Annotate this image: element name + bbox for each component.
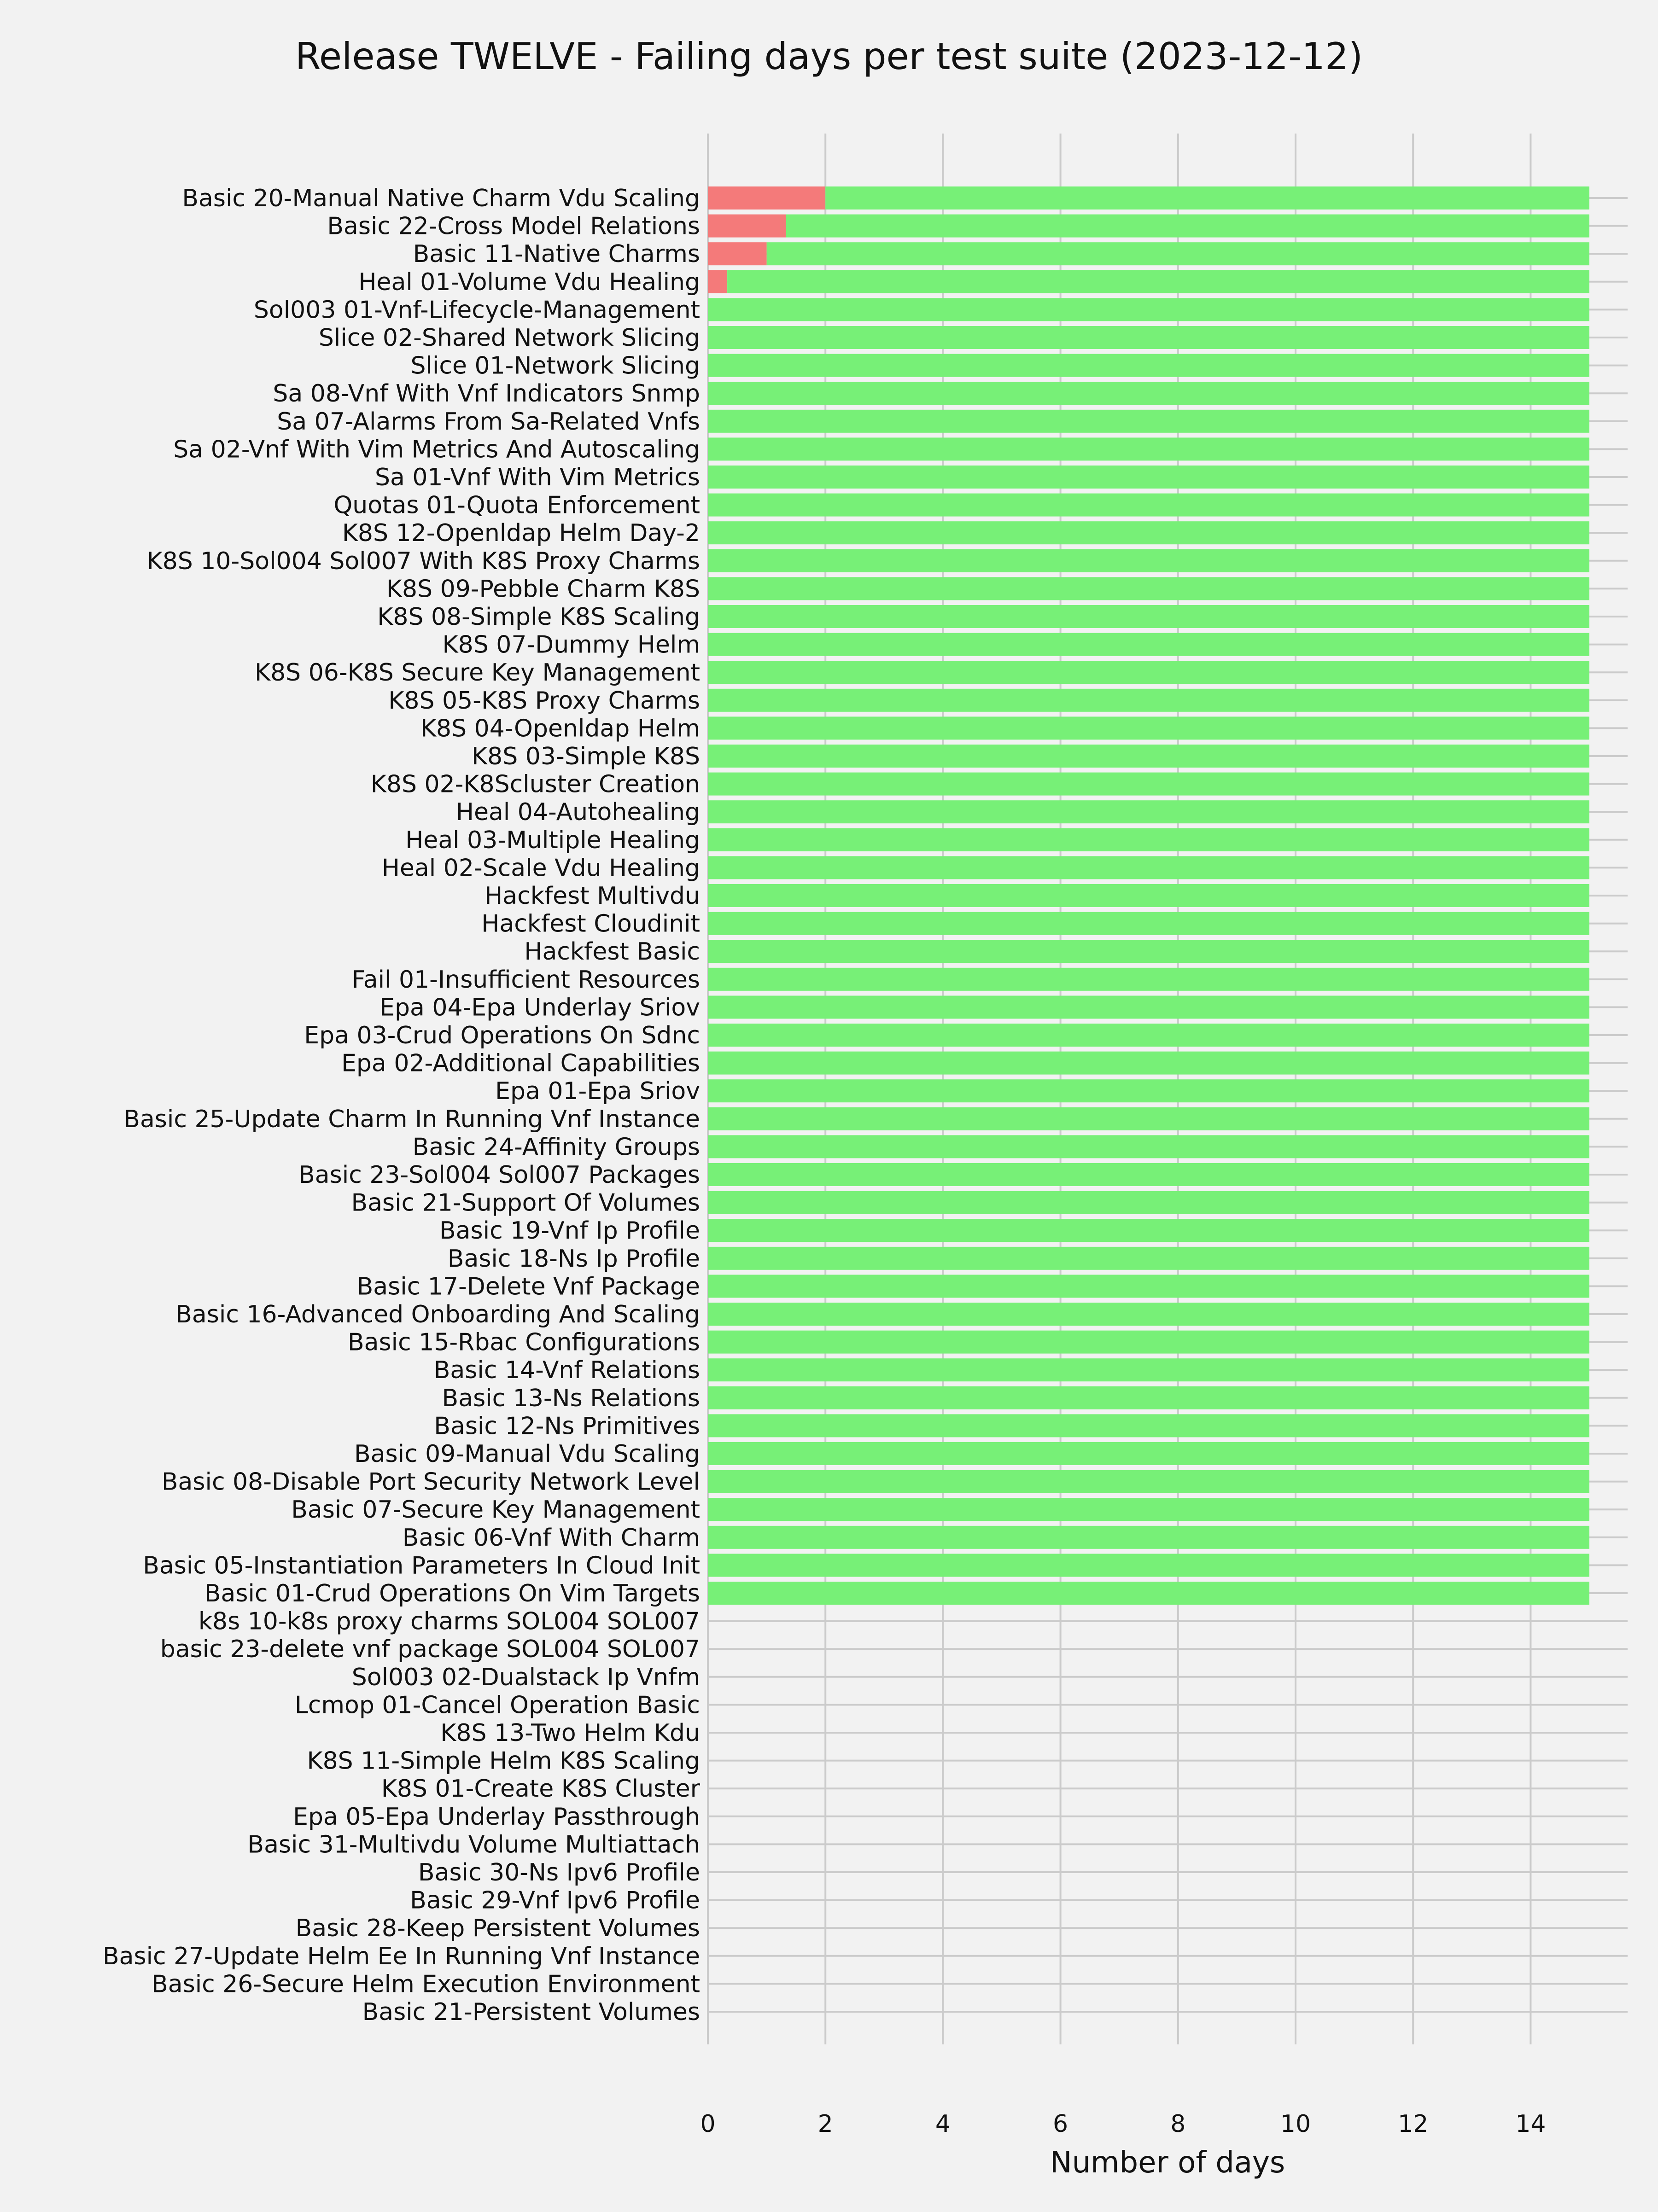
bar-pass [708, 466, 1589, 489]
bar-pass [708, 1498, 1589, 1521]
category-label: Basic 27-Update Helm Ee In Running Vnf Instance [102, 1942, 700, 1970]
category-label: Heal 01-Volume Vdu Healing [358, 268, 700, 296]
category-label: K8S 04-Openldap Helm [420, 715, 700, 743]
bar-pass [708, 1331, 1589, 1354]
bar-fail [708, 270, 727, 293]
category-label: K8S 09-Pebble Charm K8S [386, 575, 700, 603]
category-label: Sa 07-Alarms From Sa-Related Vnfs [277, 407, 700, 436]
bar-pass [708, 1052, 1589, 1075]
category-label: Basic 22-Cross Model Relations [327, 212, 700, 240]
bar-pass [708, 689, 1589, 712]
category-label: k8s 10-k8s proxy charms SOL004 SOL007 [198, 1607, 700, 1636]
category-label: Basic 19-Vnf Ip Profile [439, 1217, 700, 1245]
x-tick-label: 6 [1053, 2110, 1068, 2138]
category-label: K8S 06-K8S Secure Key Management [254, 659, 700, 687]
category-label: Epa 02-Additional Capabilities [341, 1049, 700, 1077]
bar-pass [708, 521, 1589, 544]
bar-pass [708, 800, 1589, 823]
bar-pass [708, 549, 1589, 572]
bar-pass [708, 968, 1589, 991]
category-label: K8S 13-Two Helm Kdu [440, 1719, 700, 1747]
category-label: Basic 01-Crud Operations On Vim Targets [204, 1580, 700, 1607]
category-label: Sa 08-Vnf With Vnf Indicators Snmp [273, 380, 700, 408]
category-label: Lcmop 01-Cancel Operation Basic [294, 1691, 700, 1719]
category-label: Heal 04-Autohealing [455, 798, 700, 827]
bar-pass [727, 270, 1589, 293]
category-label: Sol003 02-Dualstack Ip Vnfm [351, 1663, 700, 1691]
bar-pass [708, 1554, 1589, 1577]
bar-pass [708, 382, 1589, 405]
bars [708, 186, 1589, 1605]
category-label: Fail 01-Insufficient Resources [351, 966, 700, 994]
bar-pass [708, 1247, 1589, 1270]
category-label: Hackfest Basic [524, 938, 700, 966]
bar-pass [708, 716, 1589, 739]
bar-pass [708, 1191, 1589, 1214]
bar-pass [708, 1079, 1589, 1102]
bar-pass [708, 1386, 1589, 1409]
category-label: Basic 24-Affinity Groups [412, 1133, 700, 1161]
category-label: K8S 12-Openldap Helm Day-2 [342, 519, 700, 547]
category-label: Basic 26-Secure Helm Execution Environment [152, 1970, 700, 1998]
category-label: K8S 05-K8S Proxy Charms [388, 687, 700, 715]
x-tick-label: 10 [1280, 2110, 1311, 2138]
bar-pass [708, 1582, 1589, 1605]
bar-pass [708, 354, 1589, 377]
bar-pass [708, 326, 1589, 349]
category-label: Basic 17-Delete Vnf Package [356, 1273, 700, 1301]
bar-pass [708, 410, 1589, 433]
category-label: basic 23-delete vnf package SOL004 SOL007 [160, 1636, 700, 1664]
x-tick-label: 0 [700, 2110, 716, 2138]
category-label: Basic 28-Keep Persistent Volumes [295, 1915, 700, 1943]
category-label: Basic 18-Ns Ip Profile [447, 1245, 700, 1273]
bar-pass [708, 605, 1589, 628]
bar-pass [708, 633, 1589, 656]
category-label: Basic 06-Vnf With Charm [402, 1524, 700, 1552]
category-label: Hackfest Multivdu [485, 882, 700, 910]
category-label: Epa 03-Crud Operations On Sdnc [304, 1022, 700, 1049]
category-label: Basic 25-Update Charm In Running Vnf Instance [123, 1105, 700, 1133]
category-label: K8S 02-K8Scluster Creation [370, 770, 700, 798]
category-label: Epa 05-Epa Underlay Passthrough [293, 1803, 700, 1831]
category-label: Basic 13-Ns Relations [442, 1384, 700, 1412]
category-label: Sol003 01-Vnf-Lifecycle-Management [253, 296, 700, 324]
bar-pass [708, 773, 1589, 796]
bar-pass [708, 940, 1589, 963]
bar-pass [708, 912, 1589, 935]
bar-pass [708, 1358, 1589, 1381]
bar-pass [708, 661, 1589, 684]
bar-pass [708, 1526, 1589, 1549]
category-label: Epa 04-Epa Underlay Sriov [379, 994, 700, 1022]
category-label: Slice 01-Network Slicing [410, 352, 700, 380]
bar-pass [708, 1219, 1589, 1242]
category-label: Basic 23-Sol004 Sol007 Packages [298, 1161, 700, 1189]
category-label: Sa 01-Vnf With Vim Metrics [374, 464, 700, 491]
bar-fail [708, 186, 825, 210]
category-label: Basic 20-Manual Native Charm Vdu Scaling [182, 185, 700, 212]
category-label: Quotas 01-Quota Enforcement [333, 491, 700, 519]
bar-pass [708, 1163, 1589, 1186]
category-label: Basic 31-Multivdu Volume Multiattach [247, 1831, 700, 1859]
category-label: Basic 16-Advanced Onboarding And Scaling [175, 1301, 700, 1328]
category-label: Heal 02-Scale Vdu Healing [381, 854, 700, 882]
x-tick-labels [700, 2110, 1546, 2138]
category-label: K8S 11-Simple Helm K8S Scaling [307, 1747, 700, 1775]
bar-pass [708, 1024, 1589, 1047]
bar-pass [825, 186, 1589, 210]
bar-pass [786, 215, 1589, 238]
bar-pass [708, 577, 1589, 600]
bar-pass [708, 745, 1589, 768]
category-label: Basic 21-Persistent Volumes [362, 1998, 700, 2026]
x-tick-label: 8 [1170, 2110, 1186, 2138]
bar-pass [767, 242, 1589, 265]
bar-pass [708, 1135, 1589, 1158]
category-label: Basic 09-Manual Vdu Scaling [354, 1440, 700, 1468]
category-label: Basic 12-Ns Primitives [434, 1412, 700, 1440]
category-label: Basic 08-Disable Port Security Network Level [161, 1468, 700, 1496]
bar-fail [708, 242, 767, 265]
chart-title: Release TWELVE - Failing days per test suite (2023-12-12) [295, 35, 1363, 78]
category-label: Epa 01-Epa Sriov [495, 1077, 700, 1106]
bar-pass [708, 1414, 1589, 1437]
category-label: Basic 21-Support Of Volumes [351, 1189, 700, 1217]
category-label: K8S 08-Simple K8S Scaling [377, 603, 700, 631]
category-label: Basic 30-Ns Ipv6 Profile [418, 1859, 700, 1886]
bar-pass [708, 856, 1589, 879]
category-label: Heal 03-Multiple Healing [405, 826, 700, 854]
x-tick-label: 14 [1515, 2110, 1546, 2138]
category-label: Slice 02-Shared Network Slicing [318, 324, 700, 352]
bar-pass [708, 1303, 1589, 1326]
bar-pass [708, 298, 1589, 321]
category-label: Basic 05-Instantiation Parameters In Cloud Init [143, 1552, 700, 1580]
category-label: Basic 07-Secure Key Management [291, 1496, 700, 1524]
bar-pass [708, 1107, 1589, 1130]
category-labels [103, 185, 701, 2026]
bar-pass [708, 884, 1589, 907]
category-label: K8S 07-Dummy Helm [442, 631, 700, 659]
category-label: Basic 14-Vnf Relations [433, 1356, 700, 1385]
bar-pass [708, 828, 1589, 851]
bar-pass [708, 1442, 1589, 1465]
bar-pass [708, 437, 1589, 460]
category-label: Hackfest Cloudinit [481, 910, 700, 938]
x-tick-label: 2 [817, 2110, 833, 2138]
bar-fail [708, 215, 786, 238]
category-label: K8S 01-Create K8S Cluster [381, 1775, 700, 1803]
bar-pass [708, 1470, 1589, 1493]
x-tick-label: 12 [1398, 2110, 1429, 2138]
x-tick-label: 4 [935, 2110, 951, 2138]
bar-pass [708, 494, 1589, 517]
category-label: Sa 02-Vnf With Vim Metrics And Autoscaling [173, 436, 700, 464]
category-label: Basic 11-Native Charms [413, 240, 700, 268]
category-label: K8S 03-Simple K8S [472, 743, 700, 770]
x-axis-label: Number of days [1050, 2146, 1285, 2180]
category-label: Basic 15-Rbac Configurations [348, 1328, 700, 1356]
bar-pass [708, 995, 1589, 1019]
bar-pass [708, 1275, 1589, 1298]
category-label: K8S 10-Sol004 Sol007 With K8S Proxy Charms [146, 547, 700, 575]
category-label: Basic 29-Vnf Ipv6 Profile [410, 1886, 700, 1915]
